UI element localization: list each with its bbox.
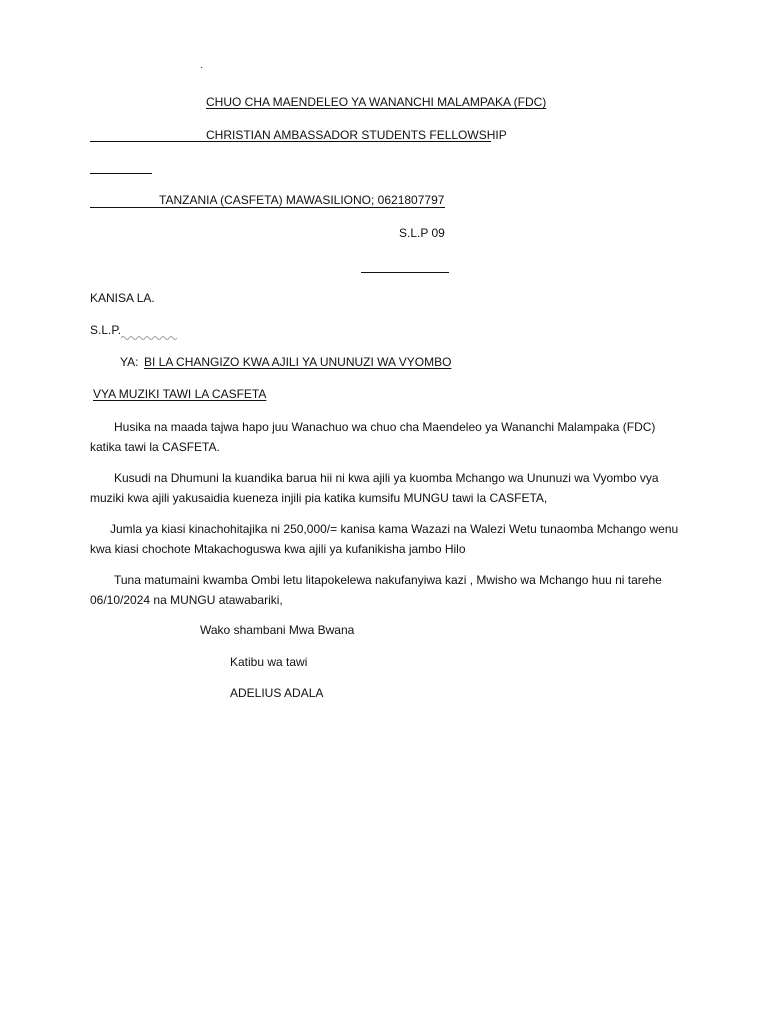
header-rule-2 xyxy=(90,173,152,174)
sender-slp: S.L.P 09 xyxy=(399,226,445,240)
dot-mark: · xyxy=(200,62,204,73)
subject-line-2: VYA MUZIKI TAWI LA CASFETA xyxy=(93,387,267,401)
header-contact: TANZANIA (CASFETA) MAWASILIONO; 0621807797 xyxy=(159,193,445,207)
subject-line-1: BI LA CHANGIZO KWA AJILI YA UNUNUZI WA VYOMBO xyxy=(144,355,452,369)
recipient-slp: S.L.P. xyxy=(90,323,122,337)
header-fellowship: CHRISTIAN AMBASSADOR STUDENTS FELLOWSHIP xyxy=(206,128,507,142)
subject-prefix: YA: xyxy=(120,355,139,369)
body-paragraph-2: Kusudi na Dhumuni la kuandika barua hii ni kwa ajili ya kuomba Mchango wa Ununuzi wa Vyombo vya muziki kwa ajili yakusaidia kueneza injili pia katika kumsifu MUNGU tawi la CASFETA, xyxy=(90,471,659,505)
header-rule-3 xyxy=(90,207,445,208)
body-paragraph-1: Husika na maada tajwa hapo juu Wanachuo wa chuo cha Maendeleo ya Wananchi Malampaka (FDC) katika tawi la CASFETA. xyxy=(90,420,656,454)
slp-rule xyxy=(361,272,449,273)
header-institution: CHUO CHA MAENDELEO YA WANANCHI MALAMPAKA (FDC) xyxy=(206,95,547,109)
spellcheck-squiggle xyxy=(121,335,179,341)
closing-salutation: Wako shambani Mwa Bwana xyxy=(200,623,355,637)
recipient-name: KANISA LA. xyxy=(90,291,155,305)
closing-name: ADELIUS ADALA xyxy=(230,686,324,700)
body-paragraph-4: Tuna matumaini kwamba Ombi letu litapokelewa nakufanyiwa kazi , Mwisho wa Mchango huu ni tarehe 06/10/2024 na MUNGU atawabariki, xyxy=(90,573,662,607)
body-paragraph-3: Jumla ya kiasi kinachohitajika ni 250,000/= kanisa kama Wazazi na Walezi Wetu tunaomba Mchango wenu kwa kiasi chochote Mtakachoguswa kwa ajili ya kufanikisha jambo Hilo xyxy=(90,522,679,556)
closing-title: Katibu wa tawi xyxy=(230,655,308,669)
